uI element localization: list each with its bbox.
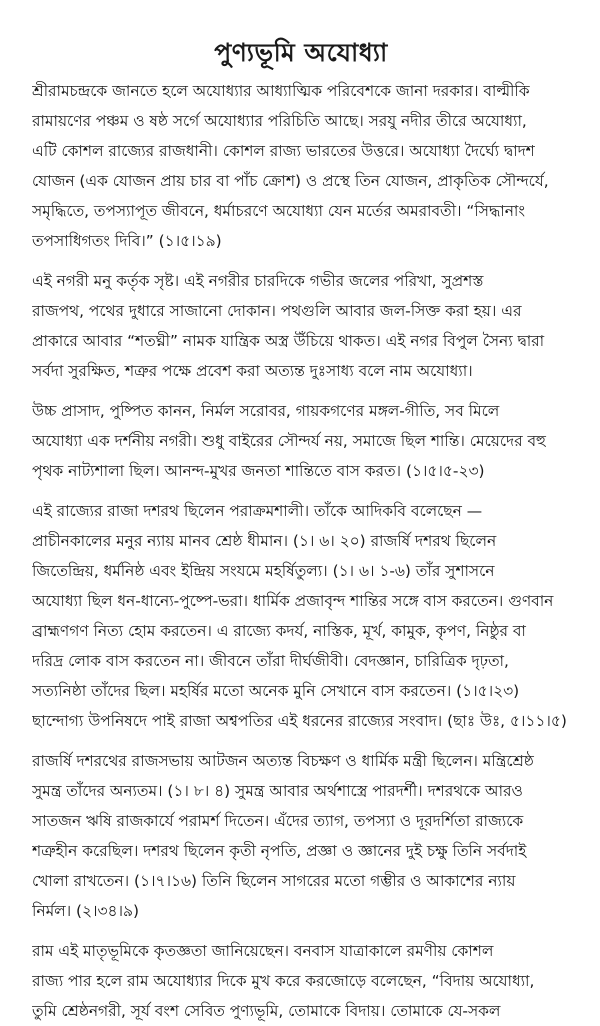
text-line: তপসাধিগতং দিবি।” (১।৫।১৯) <box>32 232 222 250</box>
text-line: রামায়ণের পঞ্চম ও ষষ্ঠ সর্গে অযোধ্যার পরিচিতি আছে। সরযু নদীর তীরে অযোধ্যা, <box>32 112 527 130</box>
text-line: সাতজন ঋষি রাজকার্যে পরামর্শ দিতেন। এঁদের ত্যাগ, তপস্যা ও দূরদর্শিতা রাজ্যকে <box>32 812 524 830</box>
text-line: তুমি শ্রেষ্ঠনগরী, সূর্য বংশ সেবিত পুণ্যভূমি, তোমাকে বিদায়। তোমাকে যে-সকল <box>32 1002 501 1020</box>
page-title: পুণ্যভূমি অযোধ্যা <box>214 38 388 67</box>
body-text <box>32 76 570 1026</box>
text-line: এটি কোশল রাজ্যের রাজধানী। কোশল রাজ্য ভারতের উত্তরে। অযোধ্যা দৈর্ঘ্যে দ্বাদশ <box>32 142 535 160</box>
text-line: দরিদ্র লোক বাস করতেন না। জীবনে তাঁরা দীর্ঘজীবী। বেদজ্ঞান, চারিত্রিক দৃঢ়তা, <box>32 652 509 670</box>
text-line: অযোধ্যা এক দর্শনীয় নগরী। শুধু বাইরের সৌন্দর্য নয়, সমাজে ছিল শান্তি। মেয়েদের বহু <box>32 432 546 450</box>
paragraph <box>32 936 570 1026</box>
text-line: রাম এই মাতৃভূমিকে কৃতজ্ঞতা জানিয়েছেন। বনবাস যাত্রাকালে রমণীয় কোশল <box>32 942 494 960</box>
text-line: উচ্চ প্রাসাদ, পুষ্পিত কানন, নির্মল সরোবর, গায়কগণের মঙ্গল-গীতি, সব মিলে <box>32 402 500 420</box>
text-line: রাজ্য পার হলে রাম অযোধ্যার দিকে মুখ করে করজোড়ে বলেছেন, “বিদায় অযোধ্যা, <box>32 972 535 990</box>
text-line: জিতেন্দ্রিয়, ধর্মনিষ্ঠ এবং ইন্দ্রিয় সংযমে মহর্ষিতুল্য। (১। ৬। ১-৬) তাঁর সুশাসনে <box>32 562 495 580</box>
paragraph <box>32 496 570 736</box>
text-line: সত্যনিষ্ঠা তাঁদের ছিল। মহর্ষির মতো অনেক মুনি সেখানে বাস করতেন। (১।৫।২৩) <box>32 682 520 700</box>
text-line: এই নগরী মনু কর্তৃক সৃষ্ট। এই নগরীর চারদিকে গভীর জলের পরিখা, সুপ্রশস্ত <box>32 272 484 290</box>
text-line: রাজপথ, পথের দুধারে সাজানো দোকান। পথগুলি আবার জল-সিক্ত করা হয়। এর <box>32 302 522 320</box>
text-line: খোলা রাখতেন। (১।৭।১৬) তিনি ছিলেন সাগরের মতো গম্ভীর ও আকাশের ন্যায় <box>32 872 516 890</box>
text-line: অযোধ্যা ছিল ধন-ধান্যে-পুষ্পে-ভরা। ধার্মিক প্রজাবৃন্দ শান্তির সঙ্গে বাস করতেন। গুণবান <box>32 592 554 610</box>
text-line: রাজর্ষি দশরথের রাজসভায় আটজন অত্যন্ত বিচক্ষণ ও ধার্মিক মন্ত্রী ছিলেন। মন্ত্রিশ্রেষ্ঠ <box>32 752 534 770</box>
text-line: শ্রীরামচন্দ্রকে জানতে হলে অযোধ্যার আধ্যাত্মিক পরিবেশকে জানা দরকার। বাল্মীকি <box>32 82 530 100</box>
text-line: ব্রাহ্মণগণ নিত্য হোম করতেন। এ রাজ্যে কদর্য, নাস্তিক, মূর্খ, কামুক, কৃপণ, নিষ্ঠুর বা <box>32 622 526 640</box>
paragraph <box>32 746 570 926</box>
text-line: যোজন (এক যোজন প্রায় চার বা পাঁচ ক্রোশ) ও প্রস্থে তিন যোজন, প্রাকৃতিক সৌন্দর্যে, <box>32 172 549 190</box>
text-line: পৃথক নাট্যশালা ছিল। আনন্দ-মুখর জনতা শান্তিতে বাস করত। (১।৫।৫-২৩) <box>32 462 485 480</box>
paragraph <box>32 266 570 386</box>
text-line: প্রাচীনকালের মনুর ন্যায় মানব শ্রেষ্ঠ ধীমান। (১। ৬। ২০) রাজর্ষি দশরথ ছিলেন <box>32 532 497 550</box>
text-line: এই রাজ্যের রাজা দশরথ ছিলেন পরাক্রমশালী। তাঁকে আদিকবি বলেছেন — <box>32 502 483 520</box>
text-line: সর্বদা সুরক্ষিত, শত্রুর পক্ষে প্রবেশ করা অত্যন্ত দুঃসাধ্য বলে নাম অযোধ্যা। <box>32 362 473 380</box>
paragraph <box>32 396 570 486</box>
text-line: শত্রুহীন করেছিল। দশরথ ছিলেন কৃতী নৃপতি, প্রজ্ঞা ও জ্ঞানের দুই চক্ষু তিনি সর্বদাই <box>32 842 527 860</box>
text-line: সুমন্ত্র তাঁদের অন্যতম। (১। ৮। ৪) সুমন্ত্র আবার অর্থশাস্ত্রে পারদর্শী। দশরথকে আরও <box>32 782 523 800</box>
paragraph <box>32 76 570 256</box>
text-line: নির্মল। (২।৩৪।৯) <box>32 902 140 920</box>
text-line: ছান্দোগ্য উপনিষদে পাই রাজা অশ্বপতির এই ধরনের রাজ্যের সংবাদ। (ছাঃ উঃ, ৫।১১।৫) <box>32 712 567 730</box>
text-line: প্রাকারে আবার “শতঘ্নী” নামক যান্ত্রিক অস্ত্র উঁচিয়ে থাকত। এই নগর বিপুল সৈন্য দ্বারা <box>32 332 545 350</box>
text-line: সমৃদ্ধিতে, তপস্যাপূত জীবনে, ধর্মাচরণে অযোধ্যা যেন মর্তের অমরাবতী। “সিদ্ধানাং <box>32 202 525 220</box>
